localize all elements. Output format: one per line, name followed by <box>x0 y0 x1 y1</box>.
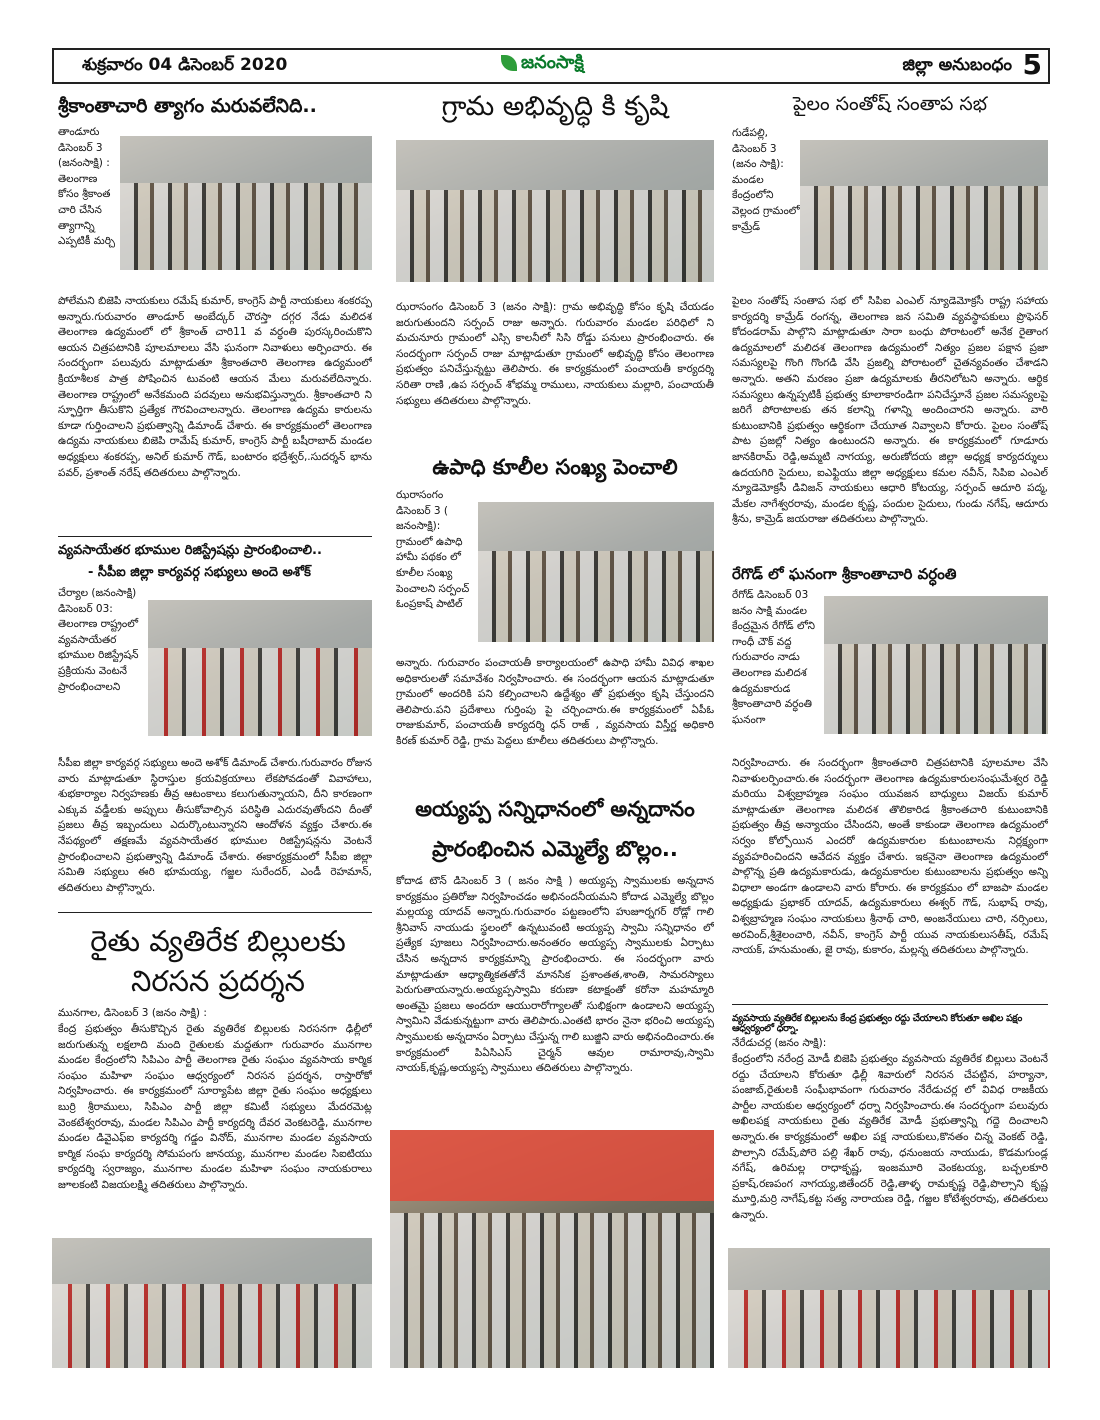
article-9-dateline: నేరేడుచర్ల (జనం సాక్షి): <box>732 1037 827 1049</box>
article-5-body: అన్నారు. గురువారం పంచాయతీ కార్యాలయంలో ఉపాధి హామీ వివిధ శాఖల అధికారులతో సమావేశం నిర్వహించారు. ఈ సందర్భంగా ఆయన మాట్లాడుతూ గ్రామంలో అందరికి పని కల్పించాలని ఉద్దేశ్యం తో ప్రభుత్వం కృషి చేస్తుందని తెలిపారు.పని ప్రదేశాలు గుర్తింపు పై చర్చించారు.ఈ కార్యక్రమంలో ఏపీఓ రాజుకుమార్, పంచాయతీ కార్యదర్శి ధన్ రాజ్ , వ్యవసాయ విస్తీర్ణ అధికారి కిరణ్ కుమార్ రెడ్డి, గ్రామ పెద్దలు కూలీలు తదితరులు పాల్గొన్నారు. <box>396 657 714 747</box>
divider <box>58 536 372 537</box>
article-2-headline: వ్యవసాయేతర భూముల రిజిస్ట్రేషన్లు ప్రారంభించాలి.. <box>58 543 322 558</box>
article-4-body: ఝరాసంగం డిసెంబర్ 3 (జనం సాక్షి): గ్రామ అభివృద్ధి కోసం కృషి చేయడం జరుగుతుందని సర్పంచ్ రాజు అన్నారు. గురువారం మండల పరిధిలో ని మచునూరు గ్రామంలో ఎస్సి కాలనీలో సిసి రోడ్డు పనులు ప్రారంభించారు. ఈ సందర్భంగా సర్పంచ్ రాజు మాట్లాడుతూ గ్రామంలో అభివృద్ధి కోసం తెలంగాణ ప్రభుత్వం పనిచేస్తున్నట్టు తెలిపారు. ఈ కార్యక్రమంలో పంచాయతీ కార్యదర్శి సరితా రాణి ,ఉప సర్పంచ్ శోభమ్మ రాములు, నాయకులు మల్లారి, పంచాయతీ సభ్యులు తదితరులు పాల్గొన్నారు. <box>396 301 714 407</box>
article-6-headline-line2: ప్రారంభించిన ఎమ్మెల్యే బొల్లం.. <box>432 837 678 861</box>
article-2-body: సీపీఐ జిల్లా కార్యవర్గ సభ్యులు అందె అశోక్ డిమాండ్ చేశారు.గురువారం రోజున వారు మాట్లాడుతూ స్థిరాస్తుల క్రయవిక్రయాలు లేకపోవడంతో వివాహాలు, శుభకార్యాల నిర్వహణకు తీవ్ర ఆటంకాలు కలుగుతున్నాయని, దీని కారణంగా ఎక్కువ వడ్డీలకు అప్పులు తీసుకోవాల్సిన పరిస్థితి ఎదురవుతోందని దీంతో ప్రజలు తీవ్ర ఇబ్బందులు ఎదుర్కొంటున్నారని ఆందోళన వ్యక్తం చేశారు.ఈ నేపథ్యంలో తక్షణమే వ్యవసాయేతర భూముల రిజిస్ట్రేషన్లను వెంటనే ప్రారంభించాలని ప్రభుత్వాన్ని డిమాండ్ చేశారు. ఈకార్యక్రమంలో సీపీఐ జిల్లా సమితి సభ్యులు ఈరి భూమయ్య, గజ్జల సురేందర్, ఎండీ రెహమాన్, తదితరులు పాల్గొన్నారు. <box>58 757 372 894</box>
page-header <box>52 48 1050 84</box>
article-5-photo <box>478 502 714 642</box>
article-9-photo <box>728 1248 1050 1368</box>
leaf-icon <box>501 55 517 71</box>
article-6-body: కోదాడ టౌన్ డిసెంబర్ 3 ( జనం సాక్షి ) అయ్యప్ప స్వాములకు అన్నదాన కార్యక్రమం ప్రతిరోజు నిర్వహించడం అభినందనీయమని కోదాడ ఎమ్మెల్యే బొల్లం మల్లయ్య యాదవ్ అన్నారు.గురువారం పట్టణంలోని హుజూర్నగర్ రోడ్లో గాలి శ్రీనివాస్ నాయుడు స్థలంలో ఉన్నటువంటి అయ్యప్ప స్వామి సన్నిధానం లో ప్రత్యేక పూజలు నిర్వహించారు.అనంతరం అయ్యప్ప స్వాములకు ఏర్పాటు చేసిన అన్నదాన కార్యక్రమాన్ని ప్రారంభించారు. ఈ సందర్భంగా వారు మాట్లాడుతూ ఆధ్యాత్మికతతోనే మానసిక ప్రశాంతత,శాంతి, సామరస్యాలు పెరుగుతాయన్నారు.అయ్యప్పస్వామి కరుణా కటాక్షంతో కరోనా మహమ్మారి అంతమై ప్రజలు అందరూ ఆయురారోగ్యాలతో సుభిక్షంగా ఉండాలని అయ్యప్ప స్వామిని వేడుకున్నట్టుగా వారు తెలిపారు.ఎంతటి భారం నైనా భరించి అయ్యప్ప స్వాములకు అన్నదానం ఏర్పాటు చేస్తున్న గాలి బుజ్జిని వారు అభినందించారు.ఈ కార్యక్రమంలో పిఏసిఎస్ చైర్మన్ ఆవుల రామారావు,స్వామి నాయక్,కృష్ణ,అయ్యప్ప స్వాములు తదితరులు పాల్గొన్నారు. <box>396 875 714 1075</box>
article-5-dateline: ఝరాసంగం డిసెంబర్ 3 ( జనంసాక్షి): గ్రామంలో ఉపాధి హామీ పథకం లో కూలీల సంఖ్య పెంచాలని సర్పంచ్ ఓంప్రకాష్ పాటిల్ <box>396 489 470 611</box>
article-9-headline: వ్యవసాయ వ్యతిరేక బిల్లులను కేంద్ర ప్రభుత్వం రద్దు చేయాలని కోరుతూ అఖిల పక్షం ఆధ్వర్యంలో ధర్నా. <box>732 1013 1022 1035</box>
article-7-photo <box>800 140 1048 270</box>
article-2-subhead: - సీపీఐ జిల్లా కార్యవర్గ సభ్యులు అందె అశోక్ <box>88 565 311 580</box>
article-7-headline: పైలం సంతోష్ సంతాప సభ <box>792 93 988 115</box>
article-8-dateline: రేగోడ్ డిసెంబర్ 03 జనం సాక్షి మండల కేంద్రమైన రేగోడ్ లోని గాంధీ చౌక్ వద్ద గురువారం నాడు తెలంగాణ మలిదశ ఉద్యమకారుడ శ్రీకాంతాచారి వర్ధంతి ఘనంగా <box>732 589 815 726</box>
masthead-logo-text: జనంసాక్షి <box>521 52 584 73</box>
article-7-dateline: గుడేపల్లి, డిసెంబర్ 3 (జనం సాక్షి): మండల కేంద్రంలోని వెల్లంద గ్రామంలో కామ్రేడ్ <box>732 127 800 233</box>
article-4-photo <box>396 140 714 282</box>
article-7-body: పైలం సంతోష్ సంతాప సభ లో సిపిఐ ఎంఎల్ న్యూడెమోక్రసీ రాష్ట్ర సహాయ కార్యదర్శి కామ్రేడ్ రంగన్న, తెలంగాణ జన సమితి వ్యవస్థాపకులు ప్రొఫెసర్ కోదండరామ్ పాల్గొని మాట్లాడుతూ సారా బంధు పోరాటంలో అనేక రైతాంగ ఉద్యమాలలో మలిదశ తెలంగాణ ఉద్యమంలో నిత్యం ప్రజల పక్షాన ప్రజా సమస్యలపై గొంగి గొంగడి వేసి ప్రజల్ని పోరాటంలో చైతన్యవంతం చేశాడని అన్నారు. అతని మరణం ప్రజా ఉద్యమాలకు తీరనిలోటని అన్నారు. ఆర్థిక సమస్యలు ఉన్నప్పటికీ ప్రభుత్వ కూలాకారండిగా పనిచేస్తూనే ప్రజల సమస్యలపై జరిగే పోరాటాలకు తన కలాన్ని గళాన్ని అందించారని అన్నారు. వారి కుటుంబానికి ప్రభుత్వం ఆర్థికంగా చేయూత నివ్వాలని కోరారు. పైలం సంతోష్ పాట ప్రజల్లో నిత్యం ఉంటుందని అన్నారు. ఈ కార్యక్రమంలో గూడూరు జానకిరామ్ రెడ్డి,అమ్మటి నాగయ్య, అరుణోదయ జిల్లా అధ్యక్ష కార్యదర్శులు ఉదయగిరి సైదులు, ఐఎఫ్టియు జిల్లా అధ్యక్షులు కమల నవీన్, సిపిఐ ఎంఎల్ న్యూడెమోక్రసీ డివిజన్ నాయకులు ఆధారి కోటయ్య, సర్పంచ్ ఆదూరి పద్మ, మేకల నాగేశ్వరరావు, మండల కృష్ణ, పందుల సైదులు, గుండు నగేష్, ఆదూరు శ్రీను, కామ్రెడ్ జయరాజు తదితరులు పాల్గొన్నారు. <box>732 295 1048 526</box>
article-3-headline-line1: రైతు వ్యతిరేక బిల్లులకు <box>90 924 346 958</box>
page-number: 5 <box>1022 48 1042 81</box>
article-1-photo <box>120 136 372 270</box>
article-2-photo <box>148 600 372 736</box>
article-1-dateline: తాండూరు డిసెంబర్ 3 (జనంసాక్షి) : తెలంగాణ కోసం శ్రీకాంత చారి చేసిన త్యాగాన్ని ఎప్పటికీ మర్చి <box>58 126 116 248</box>
divider <box>58 912 372 913</box>
masthead-logo <box>501 52 584 77</box>
issue-date: శుక్రవారం 04 డిసెంబర్ 2020 <box>82 55 288 75</box>
section-name: జిల్లా అనుబంధం <box>902 55 1012 75</box>
article-9-body: కేంద్రంలోని నరేంద్ర మోడీ బిజెపి ప్రభుత్వం వ్యవసాయ వ్యతిరేక బిల్లులు వెంటనే రద్దు చేయాలని కోరుతూ ఢిల్లీ శివారులో నిరసన చేపట్టిన, హర్యానా, పంజాబ్,రైతులకి సంఘీభావంగా గురువారం నేరేడుచర్ల లో వివిధ రాజకీయ పార్టీల నాయకుల ఆధ్వర్యంలో ధర్నా నిర్వహించారు.ఈ సందర్భంగా పలువురు అఖిలపక్ష నాయకులు రైతు వ్యతిరేక మోడీ ప్రభుత్వాన్ని గద్దె దించాలని అన్నారు.ఈ కార్యక్రమంలో అఖిల పక్ష నాయకులు,కొనతం చిన్న వెంకట్ రెడ్డి, పొల్సాని రమేష్,పోరె పల్లి శేఖర్ రావు, ధనుంజయ నాయుడు, కొడమగుండ్ల నగేష్, ఉరిమల్ల రాధాకృష్ణ, ఇంజమూరి వెంకటయ్య, బచ్చలకూరి ప్రకాష్,రణపంగ నాగయ్య,జితేందర్ రెడ్డి,తాళ్ళ రామకృష్ణ రెడ్డి,పొల్సాని కృష్ణ మూర్తి,మర్రి నాగేష్,కట్ట సత్య నారాయణ రెడ్డి, గజ్జల కోటేశ్వరరావు, తదితరులు ఉన్నారు. <box>732 1053 1048 1221</box>
article-6-headline-line1: అయ్యప్ప సన్నిధానంలో అన్నదానం <box>415 797 695 821</box>
article-8-photo <box>824 596 1048 734</box>
article-3-dateline: మునగాల, డిసెంబర్ 3 (జనం సాక్షి) : <box>58 1007 207 1019</box>
article-5-headline: ఉపాధి కూలీల సంఖ్య పెంచాలి <box>432 455 678 479</box>
article-3-headline-line2: నిరసన ప్రదర్శన <box>131 964 305 998</box>
article-3-photo <box>52 1238 372 1368</box>
article-6-photo <box>390 1130 714 1368</box>
article-2-dateline: చేర్యాల (జనంసాక్షి) డిసెంబర్ 03: తెలంగాణ రాష్ట్రంలో వ్యవసాయేతర భూముల రిజిస్ట్రేషన్ ప్రక్రియను వెంటనే ప్రారంభించాలని <box>58 587 139 693</box>
article-3-body: కేంద్ర ప్రభుత్వం తీసుకొచ్చిన రైతు వ్యతిరేక బిల్లులకు నిరసనగా ఢిల్లీలో జరుగుతున్న లక్షలాది మంది రైతులకు మద్దతుగా గురువారం మునగాల మండల కేంద్రంలోని సిపిఎం పార్టీ తెలంగాణ రైతు సంఘం వ్యవసాయ కార్మిక సంఘం మహిళా సంఘం ఆధ్వర్యంలో నిరసన ప్రదర్శన, రాస్తారోకో నిర్వహించారు. ఈ కార్యక్రమంలో సూర్యాపేట జిల్లా రైతు సంఘం అధ్యక్షులు బుర్రి శ్రీరాములు, సిపిఎం పార్టీ జిల్లా కమిటీ సభ్యులు మేదరమెట్ల వెంకటేశ్వరరావు, మండల సిపిఎం పార్టీ కార్యదర్శి దేవర వెంకటరెడ్డి, మునగాల మండల డివైఎఫ్ఐ కార్యదర్శి గడ్డం వినోద్, మునగాల మండల వ్యవసాయ కార్మిక సంఘ కార్యదర్శి సోమపంగు జానయ్య, మునగాల మండల సిఐటియు కార్యదర్శి స్వరాజ్యం, మునగాల మండల మహిళా సంఘం నాయకురాలు జూలకంటి విజయలక్ష్మి తదితరులు పాల్గొన్నారు. <box>58 1023 372 1191</box>
article-4-headline: గ్రామ అభివృద్ధి కి కృషి <box>441 91 669 122</box>
article-8-body: నిర్వహించారు. ఈ సందర్భంగా శ్రీకాంతచారి చిత్రపటానికి పూలమాల వేసి నివాళులర్పించారు.ఈ సందర్భంగా తెలంగాణ ఉద్యమకారులసంఘమేశ్వర రెడ్డి మరియు విశ్వబ్రాహ్మణ సంఘం యువజన బాధ్యులు విజయ్ కుమార్ మాట్లాడుతూ తెలంగాణ మలిదశ తొలికారిడ శ్రీకాంతచారి కుటుంబానికి ప్రభుత్వం తీవ్ర అన్యాయం చేసిందని, అంతే కాకుండా తెలంగాణ ఉద్యమంలో సర్వం కోల్పోయిన ఎందరో ఉద్యమకారుల కుటుంబాలను నిర్లక్ష్యంగా వ్యవహరించిందని ఆవేదన వ్యక్తం చేశారు. ఇకనైనా తెలంగాణ ఉద్యమంలో పాల్గొన్న ప్రతి ఉద్యమకారుడు, ఉద్యమకారుల కుటుంబాలను ప్రభుత్వం అన్ని విధాలా అండగా ఉండాలని వారు కోరారు. ఈ కార్యక్రమం లో బాజపా మండల అధ్యక్షుడు ప్రభాకర్ యాదవ్, ఉద్యమకారులు ఈశ్వర్ గౌడ్, సుభాష్ రావు, విశ్వబ్రాహ్మణ సంఘం నాయకులు శ్రీనాథ్ చారి, అంజనేయులు చారి, నర్సింలు, అరవింద్,శ్రీశైలంచారి, నవీన్, కాంగ్రెస్ పార్టీ యువ నాయకులుసతీష్, రమేష్ నాయక్, హనుమంతు, జై రావు, కుకారం, మల్లన్న తదితరులు పాల్గొన్నారు. <box>732 757 1048 957</box>
article-1-headline: శ్రీకాంతాచారి త్యాగం మరువలేనిది.. <box>58 95 317 117</box>
divider <box>732 1004 1048 1005</box>
article-1-body: పోలేమని బిజెపి నాయకులు రమేష్ కుమార్, కాంగ్రెస్ పార్టీ నాయకులు శంకరప్ప అన్నారు.గురువారం తాండూర్ అంబేద్కర్ చౌరస్తా దగ్గర నేడు మలిదశ తెలంగాణ ఉద్యమంలో లో శ్రీకాంత్ చారి11 వ వర్ధంతి పురస్కరించుకొని ఆయన చిత్రపటానికి పూలమాలలు వేసి ఘనంగా నివాళులు అర్పించారు. ఈ సందర్భంగా పలువురు మాట్లాడుతూ శ్రీకాంతచారి తెలంగాణ ఉద్యమంలో క్రియాశీలక పాత్ర పోషించిన టువంటి ఆయన మేలు మరువలేదిన్నారు. తెలంగాణ రాష్ట్రంలో అనేకమంది పదవులు అనుభవిస్తున్నారు. శ్రీకాంతచారి ని స్ఫూర్తిగా తీసుకొని ప్రత్యేక గౌరవించాలన్నారు. తెలంగాణ ఉద్యమ కారులను కూడా గుర్తించాలని ప్రభుత్వాన్ని డిమాండ్ చేశారు. ఈ కార్యక్రమంలో తెలంగాణ ఉద్యమ నాయకులు బిజెపి రామేష్ కుమార్, కాంగ్రెస్ పార్టీ బషీరాబాద్ మండల అధ్యక్షులు శంకరప్ప, అనిల్ కుమార్ గౌడ్, బంటారం భద్రేశ్వర్,.సుదర్శన్ భాను పవర్, ప్రశాంత్ నరేష్ తదితరులు పాల్గొన్నారు. <box>58 295 372 479</box>
article-8-headline: రేగొడ్ లో ఘనంగా శ్రీకాంతాచారి వర్ధంతి <box>732 565 957 583</box>
